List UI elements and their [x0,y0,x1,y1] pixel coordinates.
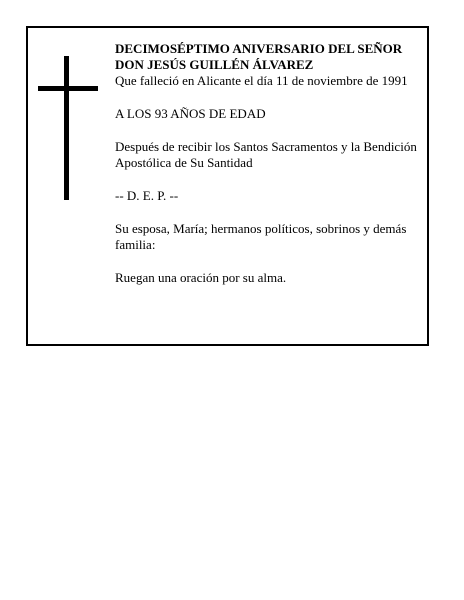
obituary-notice [26,26,429,346]
notice-heading-line1: DECIMOSÉPTIMO ANIVERSARIO DEL SEÑOR [115,41,403,56]
age-line: A LOS 93 AÑOS DE EDAD [115,106,266,121]
request-line: Ruegan una oración por su alma. [115,270,287,285]
cross-icon [38,56,98,200]
death-info: Que falleció en Alicante el día 11 de noviembre de 1991 [115,73,408,88]
rip-line: -- D. E. P. -- [115,188,179,203]
notice-heading-line2: DON JESÚS GUILLÉN ÁLVAREZ [115,57,314,72]
cross-horizontal-bar [38,86,98,91]
family-line: Su esposa, María; hermanos políticos, sobrinos y demás familia: [115,221,407,252]
notice-text [115,41,421,286]
cross-vertical-bar [64,56,69,200]
sacraments-line: Después de recibir los Santos Sacramentos y la Bendición Apostólica de Su Santidad [115,139,417,170]
